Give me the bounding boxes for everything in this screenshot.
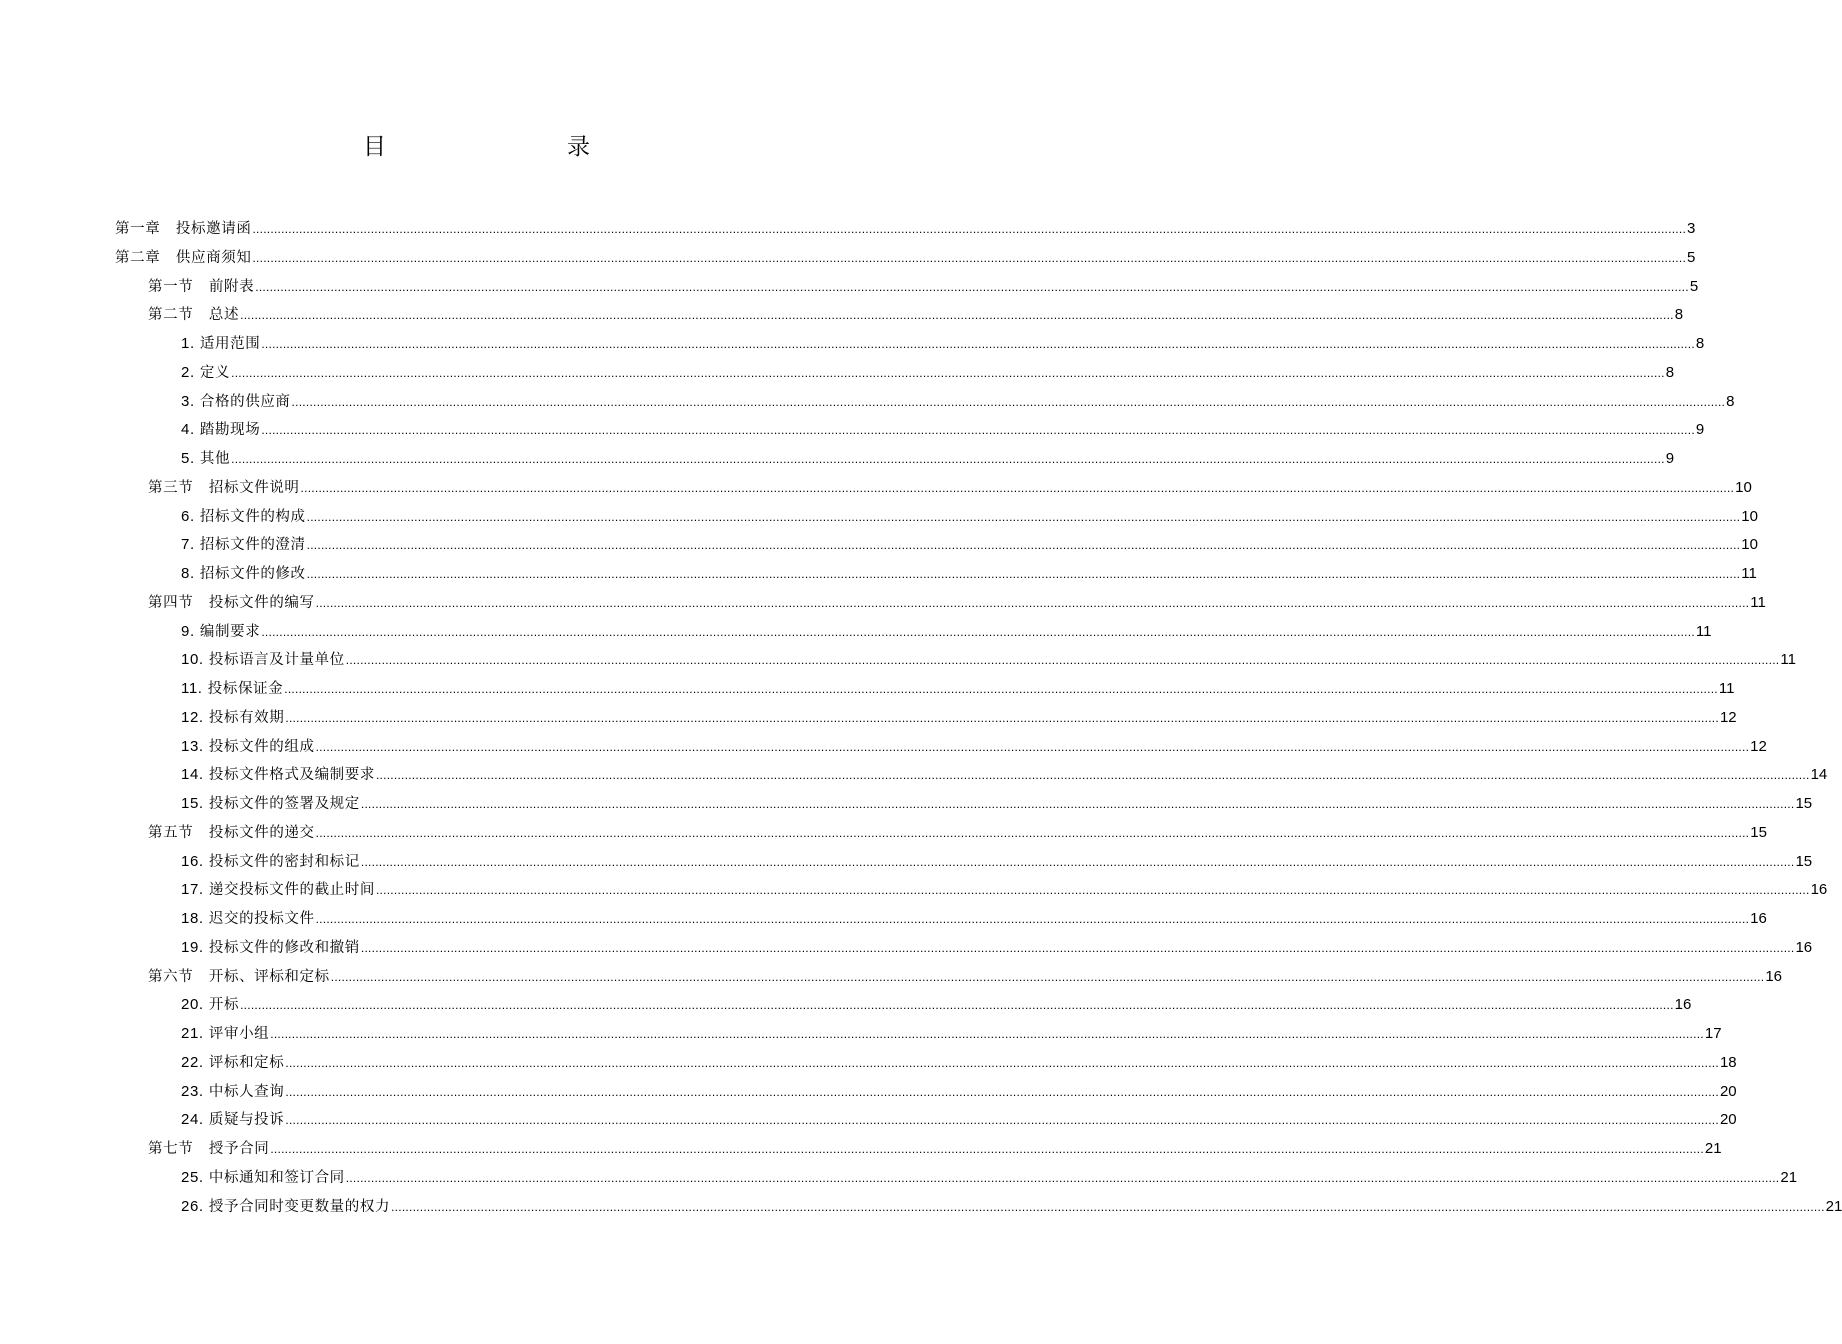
toc-page-number: 11	[1741, 565, 1757, 582]
toc-entry-line	[181, 878, 1828, 902]
toc-page-number: 5	[1689, 277, 1699, 295]
toc-page-number: 10	[1735, 478, 1752, 496]
toc-entry-number: 18.	[181, 910, 204, 927]
toc-entry-text: 编制要求	[194, 623, 261, 640]
toc-entry[interactable]	[0, 735, 1767, 764]
toc-page-number: 15	[1795, 795, 1813, 812]
toc-entry-text: 投标文件格式及编制要求	[203, 767, 375, 784]
toc-entry-line	[181, 447, 1675, 471]
toc-title-char-1: 目	[363, 134, 386, 160]
toc-entry[interactable]	[0, 878, 1828, 907]
toc-entry-line	[181, 993, 1692, 1017]
toc-entry-text: 授予合同时变更数量的权力	[203, 1198, 391, 1215]
toc-entry-label	[148, 303, 239, 327]
toc-entry-number: 1.	[181, 335, 195, 352]
toc-entry-number: 8.	[181, 565, 195, 582]
toc-entry-number: 22.	[181, 1053, 204, 1071]
toc-dot-leader: ................................................................................................................................................................................................................................................................................................................................................................................................................	[391, 1199, 1825, 1214]
toc-entry[interactable]	[0, 332, 1705, 361]
toc-entry-label	[181, 332, 260, 356]
toc-page-number: 16	[1795, 938, 1813, 956]
toc-entry-text: 质疑与投诉	[203, 1112, 285, 1129]
toc-entry[interactable]	[0, 390, 1735, 419]
toc-entry-text: 开标	[203, 997, 240, 1014]
toc-entry-label	[181, 1080, 284, 1104]
toc-entry-label	[148, 591, 315, 615]
toc-entry-line	[181, 620, 1712, 644]
toc-entry[interactable]	[0, 303, 1684, 332]
toc-entry-label	[181, 878, 375, 902]
toc-entry-label	[115, 217, 251, 241]
toc-entry-line	[148, 303, 1684, 327]
toc-entry-line	[115, 217, 1696, 241]
toc-dot-leader: ................................................................................................................................................................................................................................................................................................................................................................................................................	[345, 653, 1780, 668]
toc-entry-label	[181, 706, 284, 730]
toc-entry-number: 3.	[181, 392, 195, 410]
toc-dot-leader: ................................................................................................................................................................................................................................................................................................................................................................................................................	[330, 969, 1765, 984]
toc-entry-line	[181, 361, 1675, 385]
toc-page-number: 21	[1825, 1197, 1842, 1215]
toc-page-number: 8	[1695, 335, 1705, 352]
toc-entry-number: 26.	[181, 1197, 204, 1215]
toc-entry-number: 24.	[181, 1111, 204, 1129]
toc-entry-text: 招标文件的澄清	[194, 537, 306, 554]
toc-entry[interactable]	[0, 1051, 1737, 1080]
toc-entry-line	[148, 1137, 1722, 1161]
toc-entry-text: 踏勘现场	[194, 422, 261, 439]
toc-page-number: 11	[1780, 651, 1796, 669]
toc-entry[interactable]	[0, 1080, 1737, 1109]
toc-page-number: 9	[1665, 450, 1675, 467]
toc-entry[interactable]	[0, 275, 1699, 304]
toc-entry-text: 第七节 授予合同	[148, 1141, 270, 1157]
toc-entry[interactable]	[0, 620, 1712, 649]
toc-entry-label	[181, 763, 375, 787]
toc-entry-text: 招标文件的构成	[194, 508, 306, 525]
toc-entry-number: 9.	[181, 622, 195, 640]
toc-page-number: 11	[1695, 622, 1712, 640]
toc-page-number: 8	[1665, 363, 1675, 381]
toc-entry-text: 投标语言及计量单位	[203, 652, 345, 669]
toc-dot-leader: ................................................................................................................................................................................................................................................................................................................................................................................................................	[360, 854, 1795, 869]
toc-page-number: 16	[1750, 910, 1767, 927]
toc-entry-label	[181, 562, 306, 586]
toc-entry[interactable]	[0, 677, 1735, 706]
toc-entry-label	[181, 993, 239, 1017]
toc-entry-number: 11.	[181, 680, 203, 697]
toc-entry-line	[181, 390, 1735, 414]
toc-entry-text: 第五节 投标文件的递交	[148, 824, 315, 841]
toc-entry-label	[148, 1137, 269, 1161]
toc-entry[interactable]	[0, 965, 1783, 994]
toc-dot-leader: ................................................................................................................................................................................................................................................................................................................................................................................................................	[315, 739, 1750, 754]
toc-entry-line	[181, 763, 1828, 787]
toc-page-number: 11	[1750, 593, 1766, 611]
toc-entry-line	[181, 792, 1813, 816]
toc-entry-line	[181, 677, 1735, 701]
toc-entry[interactable]	[0, 1195, 1842, 1224]
toc-entry-text: 投标文件的组成	[203, 738, 315, 755]
toc-entry[interactable]	[0, 361, 1675, 390]
toc-entry-text: 投标文件的修改和撤销	[203, 939, 360, 956]
toc-dot-leader: ................................................................................................................................................................................................................................................................................................................................................................................................................	[375, 768, 1810, 783]
toc-dot-leader: ................................................................................................................................................................................................................................................................................................................................................................................................................	[252, 250, 1687, 265]
toc-entry-label	[181, 677, 283, 701]
toc-entry-number: 4.	[181, 421, 195, 439]
toc-dot-leader: ................................................................................................................................................................................................................................................................................................................................................................................................................	[285, 1113, 1719, 1128]
toc-entry-text: 其他	[194, 451, 231, 467]
toc-entry-number: 21.	[181, 1025, 204, 1042]
toc-entry[interactable]	[0, 447, 1675, 476]
toc-entry-label	[181, 1108, 284, 1132]
toc-entry-line	[181, 1108, 1737, 1132]
toc-dot-leader: ................................................................................................................................................................................................................................................................................................................................................................................................................	[300, 480, 1735, 495]
toc-page-number: 15	[1795, 852, 1813, 870]
toc-entry-label	[148, 821, 315, 845]
toc-entry-label	[181, 620, 260, 644]
toc-entry-label	[181, 418, 260, 442]
toc-entry-line	[181, 1051, 1737, 1075]
toc-page-number: 14	[1810, 766, 1828, 784]
toc-entry-text: 评标和定标	[203, 1054, 285, 1071]
toc-entry[interactable]	[0, 936, 1813, 965]
toc-entry[interactable]	[0, 1022, 1722, 1051]
toc-entry-label	[181, 1166, 345, 1190]
toc-dot-leader: ................................................................................................................................................................................................................................................................................................................................................................................................................	[240, 308, 1674, 323]
toc-entry-label	[181, 533, 306, 557]
toc-entry-label	[181, 907, 315, 931]
toc-page-number: 20	[1719, 1082, 1737, 1100]
toc-entry-number: 5.	[181, 450, 195, 467]
toc-entry-number: 13.	[181, 737, 204, 755]
toc-page-number: 20	[1719, 1111, 1737, 1129]
toc-dot-leader: ................................................................................................................................................................................................................................................................................................................................................................................................................	[360, 797, 1795, 811]
toc-entry-number: 6.	[181, 507, 195, 525]
toc-entry-label	[181, 1051, 284, 1075]
toc-entry-line	[181, 1080, 1737, 1104]
toc-entry-text: 投标文件的签署及规定	[203, 796, 360, 812]
toc-entry[interactable]	[0, 821, 1767, 850]
toc-entry-text: 定义	[194, 364, 231, 381]
toc-entry-line	[181, 936, 1813, 960]
toc-entry[interactable]	[0, 246, 1696, 275]
toc-page-number: 15	[1750, 823, 1767, 841]
toc-entry-label	[148, 476, 300, 500]
toc-dot-leader: ................................................................................................................................................................................................................................................................................................................................................................................................................	[270, 1142, 1704, 1156]
toc-entry-label	[181, 648, 345, 672]
toc-dot-leader: ................................................................................................................................................................................................................................................................................................................................................................................................................	[284, 682, 1718, 696]
toc-page-number: 3	[1687, 220, 1696, 237]
toc-entry-number: 15.	[181, 795, 204, 812]
toc-dot-leader: ................................................................................................................................................................................................................................................................................................................................................................................................................	[285, 1084, 1719, 1099]
toc-entry-line	[181, 706, 1737, 730]
toc-entry-text: 迟交的投标文件	[203, 911, 315, 927]
toc-entry-text: 第六节 开标、评标和定标	[148, 968, 330, 985]
toc-dot-leader: ................................................................................................................................................................................................................................................................................................................................................................................................................	[315, 825, 1750, 840]
toc-entry-text: 合格的供应商	[194, 393, 291, 410]
toc-page-number: 12	[1750, 737, 1767, 755]
toc-entry-label	[181, 735, 315, 759]
toc-dot-leader: ................................................................................................................................................................................................................................................................................................................................................................................................................	[291, 394, 1726, 409]
toc-dot-leader: ................................................................................................................................................................................................................................................................................................................................................................................................................	[306, 567, 1741, 581]
toc-page-number: 5	[1687, 248, 1696, 266]
toc-page-number: 16	[1765, 967, 1783, 985]
toc-entry[interactable]	[0, 562, 1757, 591]
toc-page-number: 8	[1674, 306, 1684, 324]
toc-entry-number: 7.	[181, 536, 195, 554]
toc-entry-label	[181, 792, 360, 816]
toc-entry-label	[181, 936, 360, 960]
toc-entry-text: 投标有效期	[203, 709, 285, 726]
toc-entry[interactable]	[0, 648, 1796, 677]
toc-dot-leader: ................................................................................................................................................................................................................................................................................................................................................................................................................	[345, 1170, 1780, 1185]
toc-page-number: 8	[1726, 392, 1735, 410]
toc-entry[interactable]	[0, 217, 1696, 246]
toc-entry-line	[181, 418, 1705, 442]
toc-entry-line	[181, 1166, 1798, 1190]
toc-page-number: 21	[1704, 1140, 1722, 1157]
toc-dot-leader: ................................................................................................................................................................................................................................................................................................................................................................................................................	[360, 940, 1795, 955]
toc-entry-number: 10.	[181, 651, 204, 669]
toc-entry-number: 16.	[181, 852, 204, 870]
toc-entry-line	[115, 246, 1696, 270]
toc-entry-line	[181, 1022, 1722, 1046]
toc-entry-label	[181, 850, 360, 874]
toc-dot-leader: ................................................................................................................................................................................................................................................................................................................................................................................................................	[306, 509, 1741, 524]
toc-entry-label	[181, 447, 230, 471]
toc-entry[interactable]	[0, 993, 1692, 1022]
toc-entry-number: 17.	[181, 881, 204, 899]
toc-page-number: 21	[1780, 1168, 1798, 1186]
toc-dot-leader: ................................................................................................................................................................................................................................................................................................................................................................................................................	[306, 538, 1741, 553]
toc-entry-text: 投标保证金	[202, 681, 284, 697]
toc-dot-leader: ................................................................................................................................................................................................................................................................................................................................................................................................................	[315, 595, 1750, 610]
toc-entry-label	[148, 275, 254, 299]
toc-entry-text: 中标通知和签订合同	[203, 1169, 345, 1186]
toc-entry-line	[181, 850, 1813, 874]
toc-entry[interactable]	[0, 1166, 1798, 1195]
toc-entry[interactable]	[0, 706, 1737, 735]
toc-page-number: 16	[1674, 996, 1692, 1014]
toc-entry-number: 2.	[181, 363, 195, 381]
toc-entry-text: 招标文件的修改	[194, 566, 306, 582]
toc-dot-leader: ................................................................................................................................................................................................................................................................................................................................................................................................................	[270, 1027, 1704, 1041]
toc-entry[interactable]	[0, 591, 1766, 620]
toc-dot-leader: ................................................................................................................................................................................................................................................................................................................................................................................................................	[285, 710, 1719, 725]
toc-page-number: 17	[1704, 1025, 1722, 1042]
toc-dot-leader: ................................................................................................................................................................................................................................................................................................................................................................................................................	[261, 337, 1695, 351]
toc-entry-text: 第二节 总述	[148, 307, 240, 324]
toc-title	[0, 128, 950, 164]
toc-entry-line	[148, 965, 1783, 989]
toc-entry-text: 评审小组	[203, 1026, 270, 1042]
toc-entry-line	[181, 735, 1767, 759]
toc-entry-line	[148, 476, 1752, 500]
toc-entry-number: 20.	[181, 996, 204, 1014]
toc-dot-leader: ................................................................................................................................................................................................................................................................................................................................................................................................................	[261, 624, 1695, 639]
toc-dot-leader: ................................................................................................................................................................................................................................................................................................................................................................................................................	[231, 452, 1665, 466]
toc-dot-leader: ................................................................................................................................................................................................................................................................................................................................................................................................................	[285, 1055, 1719, 1070]
toc-entry-number: 12.	[181, 708, 204, 726]
toc-entry-line	[181, 533, 1758, 557]
toc-page-number: 16	[1810, 881, 1828, 899]
toc-dot-leader: ................................................................................................................................................................................................................................................................................................................................................................................................................	[240, 998, 1674, 1013]
toc-entry[interactable]	[0, 505, 1758, 534]
toc-entry-line	[181, 1195, 1842, 1219]
toc-entry[interactable]	[0, 1108, 1737, 1137]
toc-dot-leader: ................................................................................................................................................................................................................................................................................................................................................................................................................	[231, 365, 1665, 380]
toc-entry-number: 25.	[181, 1168, 204, 1186]
toc-entry-text: 递交投标文件的截止时间	[203, 882, 375, 899]
toc-entry-label	[181, 1195, 390, 1219]
toc-entry-text: 中标人查询	[203, 1083, 285, 1100]
toc-entry-label	[181, 1022, 269, 1046]
toc-entry-number: 23.	[181, 1082, 204, 1100]
toc-page-number: 11	[1718, 680, 1735, 697]
toc-entry[interactable]	[0, 792, 1813, 821]
toc-dot-leader: ................................................................................................................................................................................................................................................................................................................................................................................................................	[252, 222, 1687, 236]
toc-page-number: 9	[1695, 421, 1705, 439]
toc-entry-line	[148, 591, 1766, 615]
toc-entry-number: 14.	[181, 766, 204, 784]
toc-title-char-2: 录	[567, 134, 590, 160]
toc-entry-text: 第二章 供应商须知	[115, 249, 252, 266]
toc-page-number: 10	[1741, 507, 1758, 525]
table-of-contents	[0, 217, 1842, 1223]
toc-entry[interactable]	[0, 418, 1705, 447]
toc-entry-line	[148, 821, 1767, 845]
toc-dot-leader: ................................................................................................................................................................................................................................................................................................................................................................................................................	[375, 883, 1810, 898]
toc-entry-number: 19.	[181, 938, 204, 956]
toc-entry-text: 投标文件的密封和标记	[203, 853, 360, 870]
toc-entry-text: 适用范围	[194, 336, 261, 352]
toc-entry-label	[181, 361, 230, 385]
toc-dot-leader: ................................................................................................................................................................................................................................................................................................................................................................................................................	[261, 423, 1695, 438]
toc-entry-label	[115, 246, 251, 270]
toc-entry-line	[181, 562, 1757, 586]
toc-entry-text: 第一节 前附表	[148, 278, 255, 295]
toc-page-number: 18	[1719, 1053, 1737, 1071]
toc-entry[interactable]	[0, 850, 1813, 879]
toc-page-number: 10	[1741, 536, 1758, 554]
toc-entry-text: 第四节 投标文件的编写	[148, 594, 315, 611]
toc-entry-line	[181, 505, 1758, 529]
toc-entry-label	[148, 965, 330, 989]
toc-entry[interactable]	[0, 1137, 1722, 1166]
toc-dot-leader: ................................................................................................................................................................................................................................................................................................................................................................................................................	[315, 912, 1750, 926]
toc-page-number: 12	[1719, 708, 1737, 726]
toc-entry-line	[181, 332, 1705, 356]
toc-entry-text: 第一章 投标邀请函	[115, 221, 252, 237]
toc-entry-text: 第三节 招标文件说明	[148, 479, 300, 496]
toc-entry-label	[181, 390, 291, 414]
toc-entry[interactable]	[0, 533, 1758, 562]
toc-entry-line	[181, 907, 1767, 931]
toc-entry-line	[181, 648, 1796, 672]
toc-entry-label	[181, 505, 306, 529]
toc-entry-line	[148, 275, 1699, 299]
toc-dot-leader: ................................................................................................................................................................................................................................................................................................................................................................................................................	[255, 279, 1689, 294]
toc-entry[interactable]	[0, 907, 1767, 936]
toc-entry[interactable]	[0, 476, 1752, 505]
toc-entry[interactable]	[0, 763, 1828, 792]
